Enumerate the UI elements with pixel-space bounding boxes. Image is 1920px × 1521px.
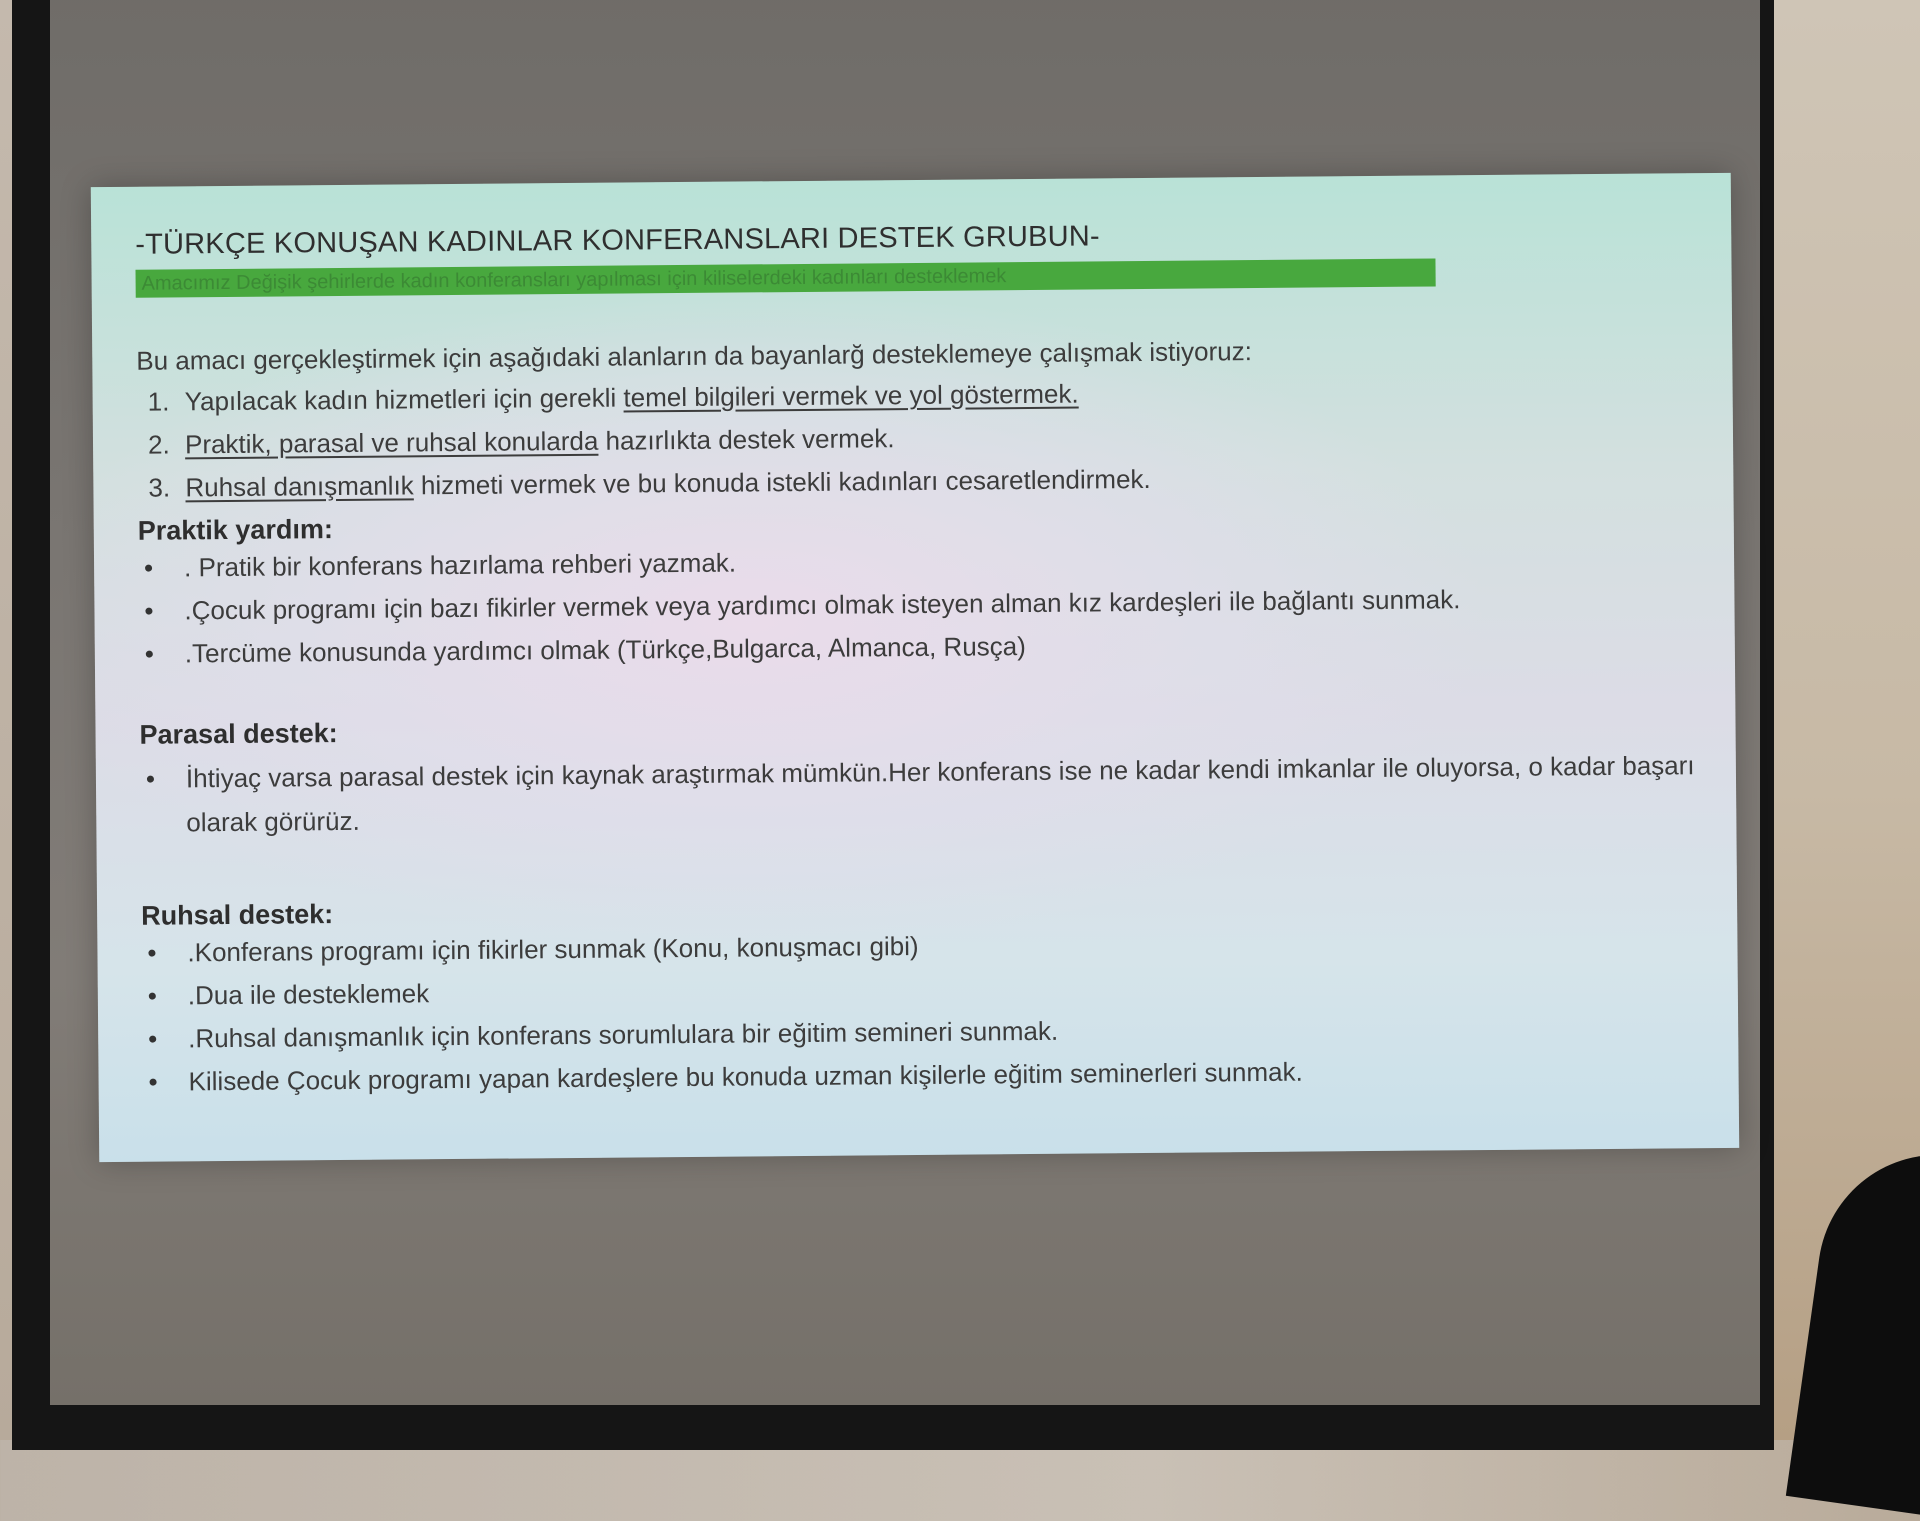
goal-step: 2. Praktik, parasal ve ruhsal konularda hazırlıkta destek vermek.: [177, 416, 1693, 460]
list-item: • .Ruhsal danışmanlık için konferans sorumlulara bir eğitim semineri sunmak.: [182, 1010, 1698, 1054]
projector-screen: [50, 0, 1760, 1405]
highlighted-purpose-line: Amacımız Değişik şehirlerde kadın konferansları yapılması için kiliselerdeki kadınları desteklemek: [135, 258, 1435, 297]
projector-screen-frame: [12, 0, 1774, 1450]
list-item: • İhtiyaç varsa parasal destek için kaynak araştırmak mümkün.Her konferans ise ne kadar kendi imkanlar ile oluyorsa, o kadar başarı olarak görürüz.: [180, 743, 1697, 844]
list-item: • .Çocuk programı için bazı fikirler vermek veya yardımcı olmak isteyen alman kız kardeşleri ile bağlantı sunmak.: [178, 582, 1694, 626]
goal-step: 1. Yapılacak kadın hizmetleri için gerekli temel bilgileri vermek ve yol göstermek.: [177, 373, 1693, 417]
goal-steps-list: [137, 373, 1694, 504]
intro-sentence: Bu amacı gerçekleştirmek için aşağıdaki alanların da bayanlarğ desteklemeye çalışmak istiyoruz:: [136, 336, 1253, 376]
slide-content: [135, 215, 1699, 1142]
section-title-parasal: Parasal destek:: [139, 718, 338, 750]
slide-title: -TÜRKÇE KONUŞAN KADINLAR KONFERANSLARI DESTEK GRUBUN-: [135, 220, 1100, 261]
praktik-list: [138, 539, 1695, 670]
goal-step: 3. Ruhsal danışmanlık hizmeti vermek ve bu konuda istekli kadınları cesaretlendirmek.: [177, 459, 1693, 503]
list-item: • .Dua ile desteklemek: [182, 967, 1698, 1011]
list-item: • .Tercüme konusunda yardımcı olmak (Türkçe,Bulgarca, Almanca, Rusça): [179, 625, 1695, 669]
list-item: • Kilisede Çocuk programı yapan kardeşlere bu konuda uzman kişilerle eğitim seminerleri sunmak.: [182, 1053, 1698, 1097]
list-item: • .Konferans programı için fikirler sunmak (Konu, konuşmacı gibi): [181, 924, 1697, 968]
parasal-list: [140, 743, 1697, 845]
presentation-slide: [91, 173, 1739, 1162]
section-title-praktik: Praktik yardım:: [137, 514, 333, 546]
section-title-ruhsal: Ruhsal destek:: [141, 899, 334, 931]
ruhsal-list: [141, 924, 1698, 1098]
list-item: • . Pratik bir konferans hazırlama rehberi yazmak.: [178, 539, 1694, 583]
